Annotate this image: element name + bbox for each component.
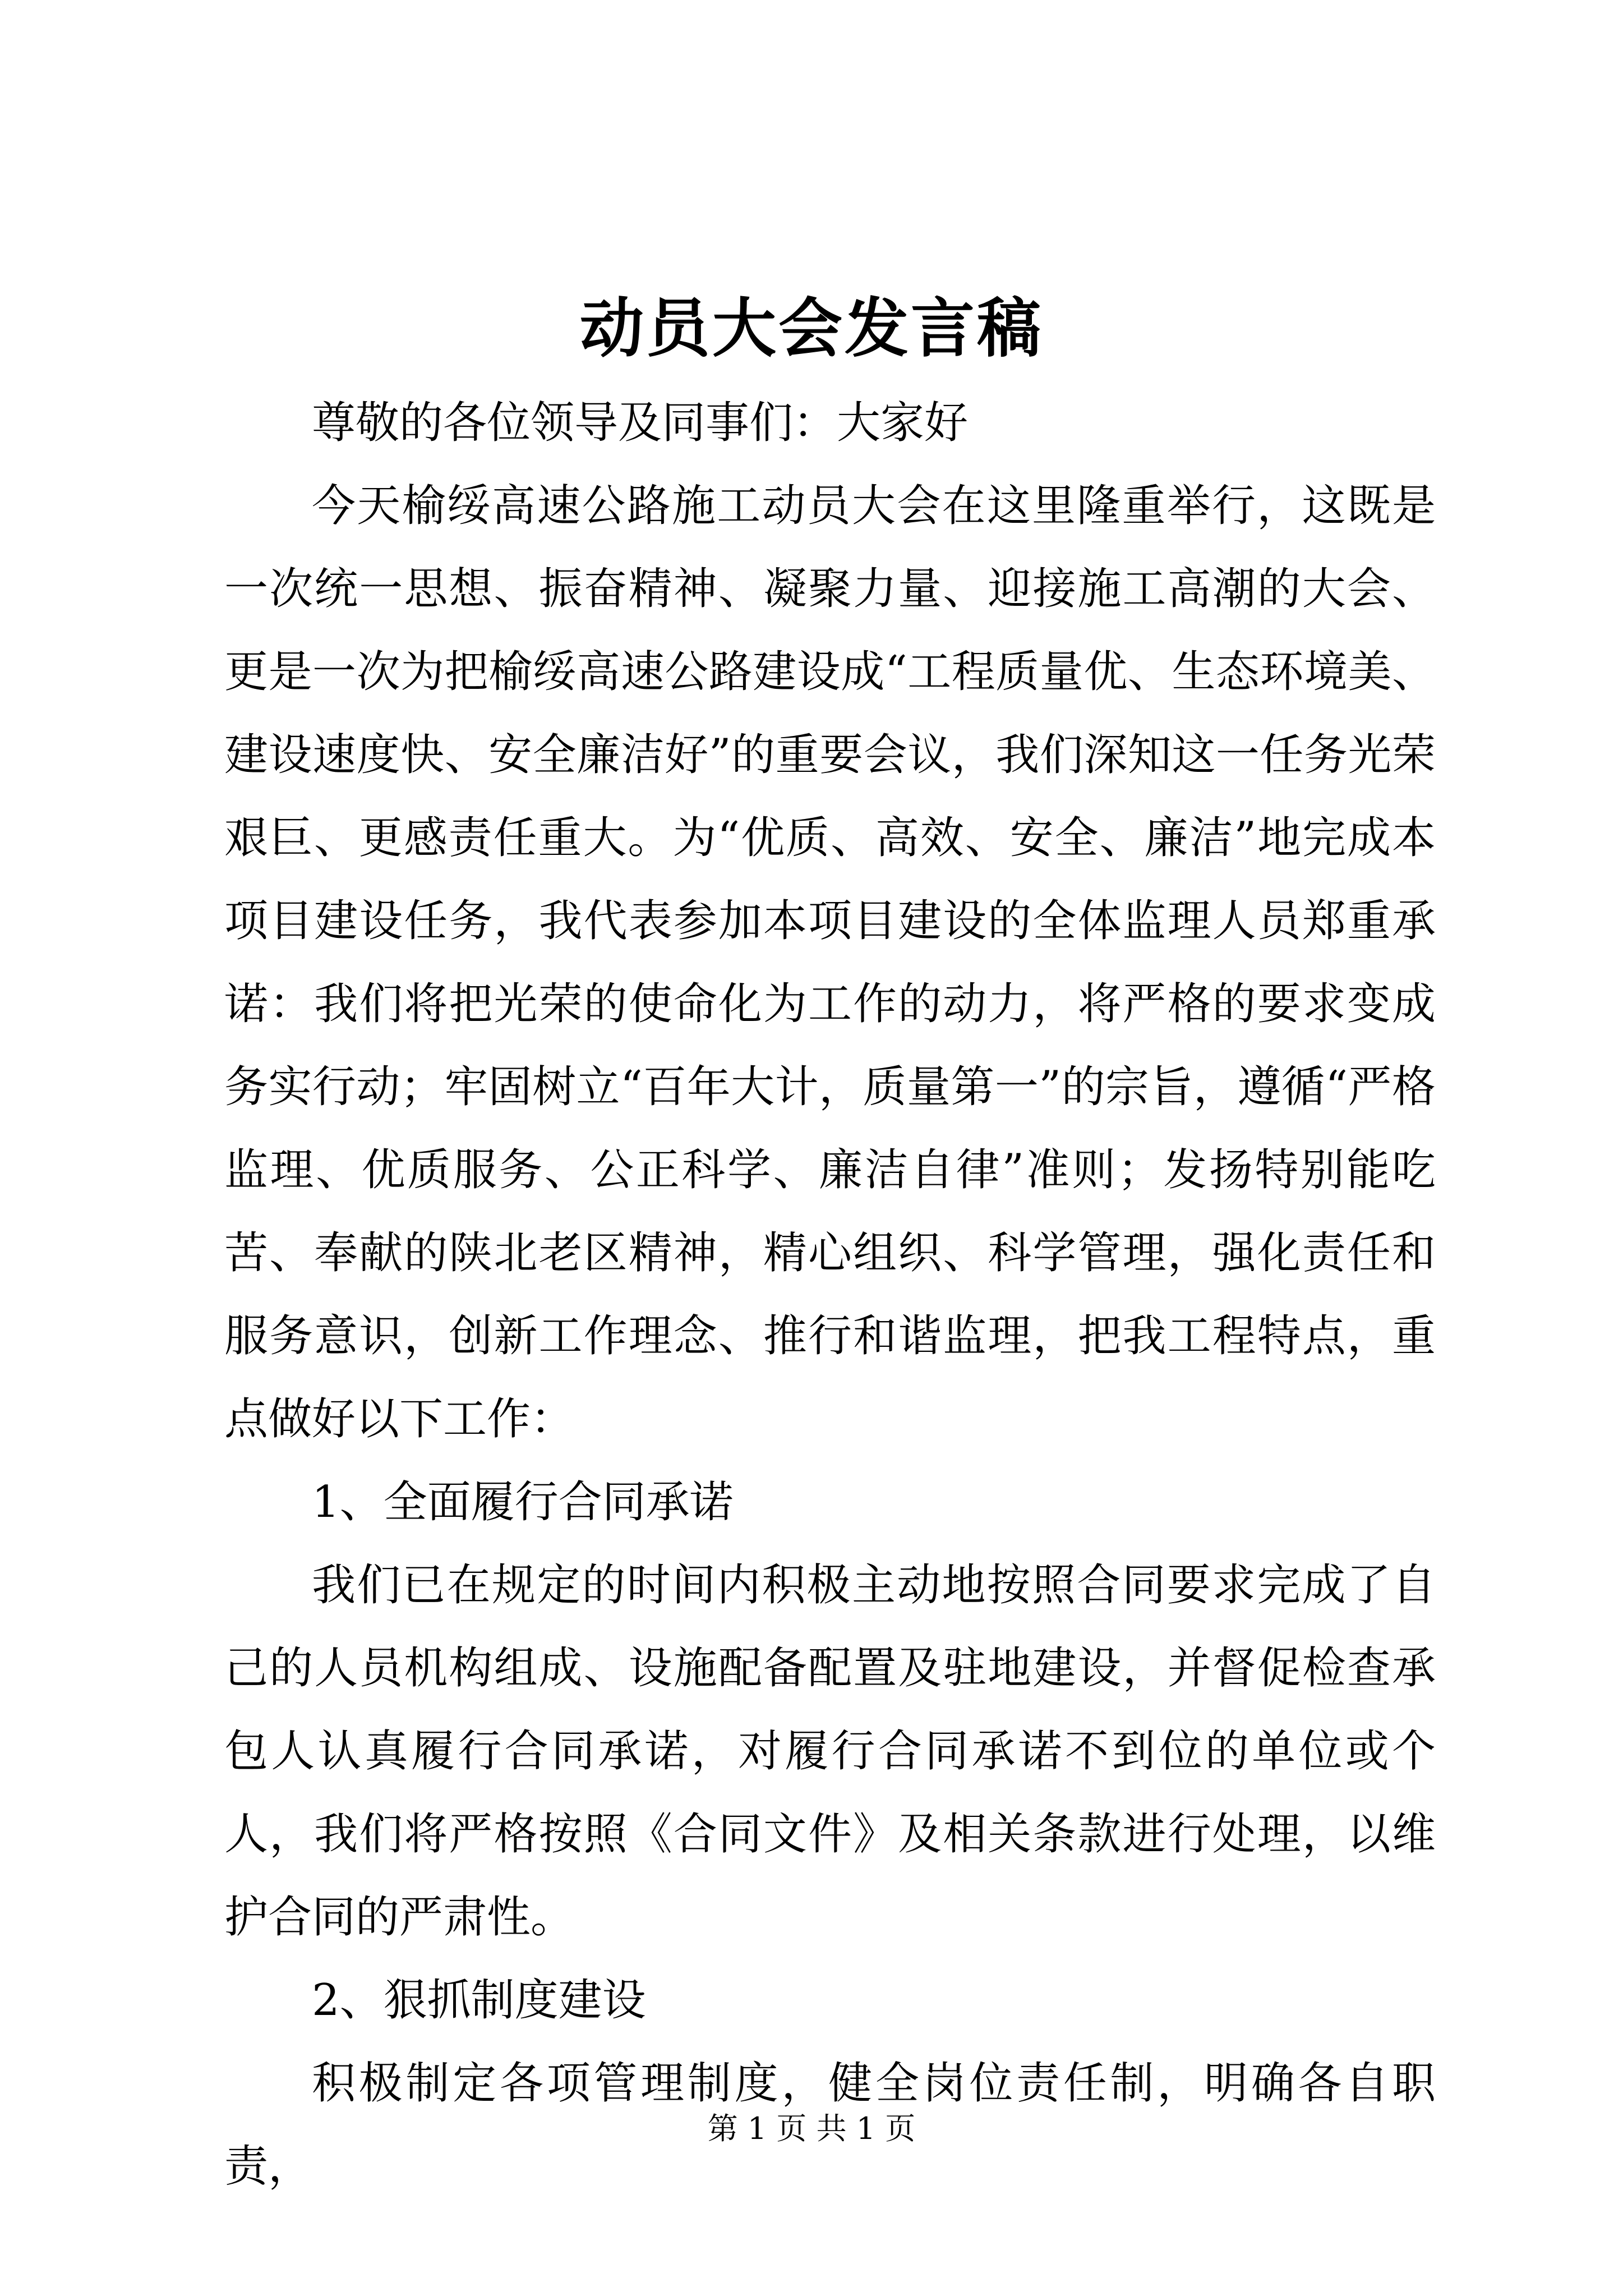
paragraph-salutation: 尊敬的各位领导及同事们：大家好 bbox=[312, 398, 969, 448]
paragraph-section-1: 我们已在规定的时间内积极主动地按照合同要求完成了自己的人员机构组成、设施配备配置及驻地建设，并督促检查承包人认真履行合同承诺，对履行合同承诺不到位的单位或个人，我们将严格按照《合同文件》及相关条款进行处理，以维护合同的严肃性。 bbox=[224, 1560, 1436, 1943]
section-heading-1: 1、全面履行合同承诺 bbox=[312, 1477, 734, 1527]
paragraph-section-2: 积极制定各项管理制度，健全岗位责任制，明确各自职责， bbox=[224, 2058, 1436, 2192]
document-title: 动员大会发言稿 bbox=[579, 291, 1043, 366]
document-body bbox=[224, 381, 1436, 2208]
section-heading-2: 2、狠抓制度建设 bbox=[312, 1975, 646, 2026]
page-footer: 第 1 页 共 1 页 bbox=[707, 2111, 916, 2146]
paragraph-intro: 今天榆绥高速公路施工动员大会在这里隆重举行，这既是一次统一思想、振奋精神、凝聚力量、迎接施工高潮的大会、更是一次为把榆绥高速公路建设成“工程质量优、生态环境美、建设速度快、安全廉洁好”的重要会议，我们深知这一任务光荣艰巨、更感责任重大。为“优质、高效、安全、廉洁”地完成本项目建设任务，我代表参加本项目建设的全体监理人员郑重承诺：我们将把光荣的使命化为工作的动力，将严格的要求变成务实行动；牢固树立“百年大计，质量第一”的宗旨，遵循“严格监理、优质服务、公正科学、廉洁自律”准则；发扬特别能吃苦、奉献的陕北老区精神，精心组织、科学管理，强化责任和服务意识，创新工作理念、推行和谐监理，把我工程特点，重点做好以下工作： bbox=[224, 481, 1436, 1444]
